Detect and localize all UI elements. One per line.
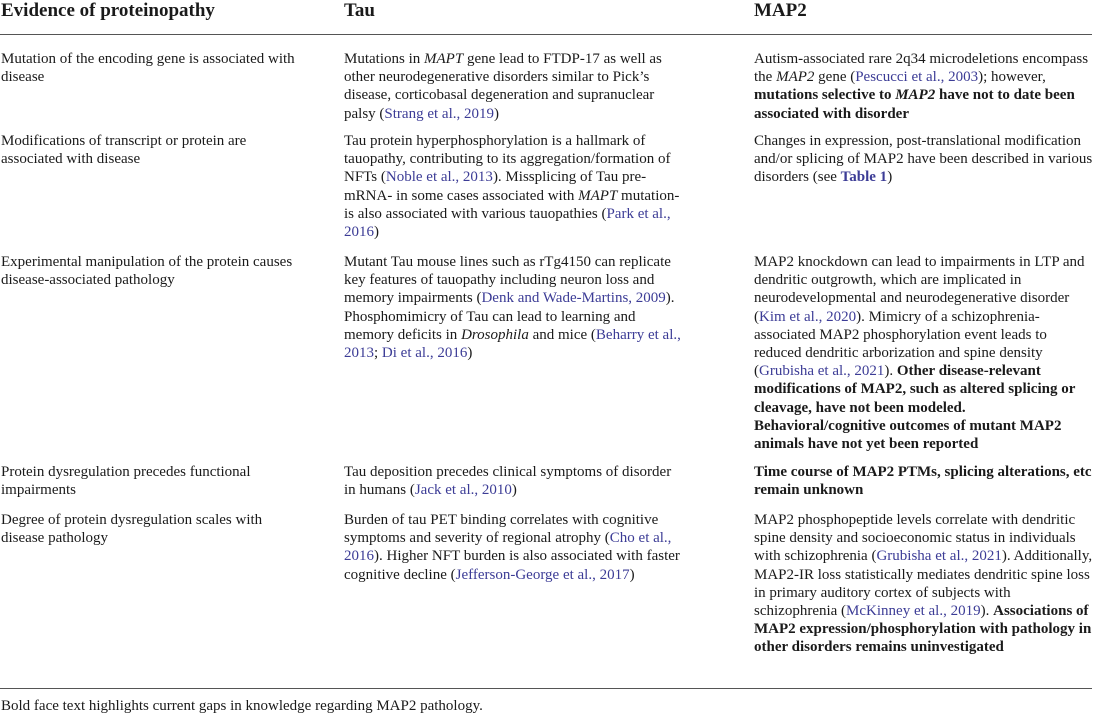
text-run: Tau protein hyperphosphorylation is a hallmark of tauopathy, contributing to its aggregation/formation of NFTs ( <box>344 133 671 186</box>
text-run: Autism-associated rare 2q34 microdeletions encompass the <box>754 51 1089 86</box>
text-run: ). Phosphomimicry of Tau can lead to learning and memory deficits in <box>344 290 675 343</box>
row-1-evidence: Mutation of the encoding gene is associated with disease <box>1 51 295 86</box>
bold-gap-text: Other disease-relevant modifications of MAP2, such as altered splicing or cleavage, have not been modeled. Behavioral/cognitive outcomes of mutant MAP2 animals have not yet been reported <box>754 363 1076 453</box>
text-run: ) <box>887 169 893 186</box>
bold-gap-text: Associations of MAP2 expression/phosphorylation with pathology in other disorders remains uninvestigated <box>754 603 1092 656</box>
text-run: Mutations in <box>344 51 425 67</box>
citation-link[interactable]: Di et al., 2016 <box>381 345 468 362</box>
row-3-tau <box>344 253 684 362</box>
citation-link[interactable]: McKinney et al., 2019 <box>846 603 981 620</box>
table-reference-link[interactable]: Table 1 <box>840 169 888 186</box>
citation-link[interactable]: Denk and Wade-Martins, 2009 <box>481 290 666 307</box>
text-run: MAP2 phosphopeptide levels correlate with dendritic spine density and socioeconomic status in individuals with schizophrenia ( <box>754 512 1076 565</box>
text-run: ) <box>374 224 379 241</box>
bold-gap-text: mutations selective to <box>754 87 896 104</box>
bold-italic-text: MAP2 <box>895 87 936 104</box>
citation-link[interactable]: Cho et al., 2016 <box>344 530 672 565</box>
text-run: ) <box>467 345 473 362</box>
row-1-map2 <box>754 50 1094 123</box>
citation-link[interactable]: Park et al., 2016 <box>344 205 671 241</box>
footer-rule <box>0 688 1092 689</box>
citation-link[interactable]: Jack et al., 2010 <box>414 482 512 499</box>
row-5-map2 <box>754 511 1094 657</box>
citation-link[interactable]: Beharry et al., 2013 <box>344 326 681 362</box>
text-run: Changes in expression, post-translational modification and/or splicing of MAP2 have been described in various disorders (see <box>754 133 1093 186</box>
italic-text: Drosophila <box>461 326 529 343</box>
row-2-evidence: Modifications of transcript or protein are associated with disease <box>1 133 247 168</box>
text-run: Mutant Tau mouse lines such as rTg4150 can replicate key features of tauopathy including neuron loss and memory impairments ( <box>344 254 671 307</box>
text-run: ). <box>884 363 897 380</box>
text-run: ). Missplicing of Tau pre-mRNA- in some cases associated with <box>344 169 647 204</box>
header-evidence: Evidence of proteinopathy <box>1 0 215 21</box>
row-2-map2 <box>754 132 1094 187</box>
text-run: ; <box>374 345 382 362</box>
text-run: ) <box>494 105 499 122</box>
italic-text: MAP2 <box>776 69 815 86</box>
italic-text: MAPT <box>578 187 618 204</box>
header-rule <box>0 34 1092 35</box>
row-4-tau <box>344 463 684 499</box>
table-footnote: Bold face text highlights current gaps in knowledge regarding MAP2 pathology. <box>1 698 483 714</box>
citation-link[interactable]: Jefferson-George et al., 2017 <box>455 566 630 583</box>
citation-link[interactable]: Grubisha et al., 2021 <box>759 363 885 380</box>
text-run: ) <box>629 566 635 583</box>
text-run: Burden of tau PET binding correlates with cognitive symptoms and severity of regional atrophy ( <box>344 512 659 547</box>
row-1-tau <box>344 50 684 123</box>
text-run: ). Mimicry of a schizophrenia-associated MAP2 phosphorylation event leads to reduced dendritic arborization and spine density ( <box>754 308 1047 380</box>
row-5-tau <box>344 511 684 584</box>
header-tau: Tau <box>344 0 375 21</box>
text-run: ). Higher NFT burden is also associated with faster cognitive decline ( <box>344 548 680 583</box>
text-run: gene lead to FTDP-17 as well as other neurodegenerative disorders similar to Pick’s disease, corticobasal degeneration and supranuclear palsy ( <box>344 51 662 122</box>
text-run: mutation- is also associated with various tauopathies ( <box>344 187 680 222</box>
citation-link[interactable]: Kim et al., 2020 <box>759 308 857 325</box>
row-4-evidence: Protein dysregulation precedes functional impairments <box>1 464 251 499</box>
italic-text: MAPT <box>424 51 464 67</box>
text-run: Tau deposition precedes clinical symptoms of disorder in humans ( <box>344 464 672 499</box>
row-5-evidence: Degree of protein dysregulation scales with disease pathology <box>1 512 263 547</box>
row-4-map2 <box>754 463 1094 499</box>
citation-link[interactable]: Strang et al., 2019 <box>384 105 494 122</box>
text-run: and mice ( <box>528 326 596 343</box>
text-run: ); however, <box>978 69 1046 86</box>
citation-link[interactable]: Pescucci et al., 2003 <box>855 69 979 86</box>
text-run: ). <box>980 603 994 620</box>
citation-link[interactable]: Noble et al., 2013 <box>385 169 493 186</box>
text-run: MAP2 knockdown can lead to impairments in LTP and dendritic outgrowth, which are implicated in neurodevelopmental and neurodegenerative disorder ( <box>754 254 1085 325</box>
text-run: ). Additionally, MAP2-IR loss statistically mediates dendritic spine loss in primary auditory cortex of subjects with schizophrenia ( <box>754 548 1093 620</box>
row-3-evidence: Experimental manipulation of the protein causes disease-associated pathology <box>1 254 293 289</box>
header-map2: MAP2 <box>754 0 807 21</box>
row-2-tau <box>344 132 684 241</box>
text-run: ) <box>511 482 517 499</box>
row-3-map2 <box>754 253 1094 453</box>
bold-gap-text: Time course of MAP2 PTMs, splicing alterations, etc remain unknown <box>754 464 1092 499</box>
text-run: gene ( <box>814 69 856 86</box>
citation-link[interactable]: Grubisha et al., 2021 <box>876 548 1002 565</box>
bold-gap-text: have not to date been associated with disorder <box>754 87 1075 122</box>
